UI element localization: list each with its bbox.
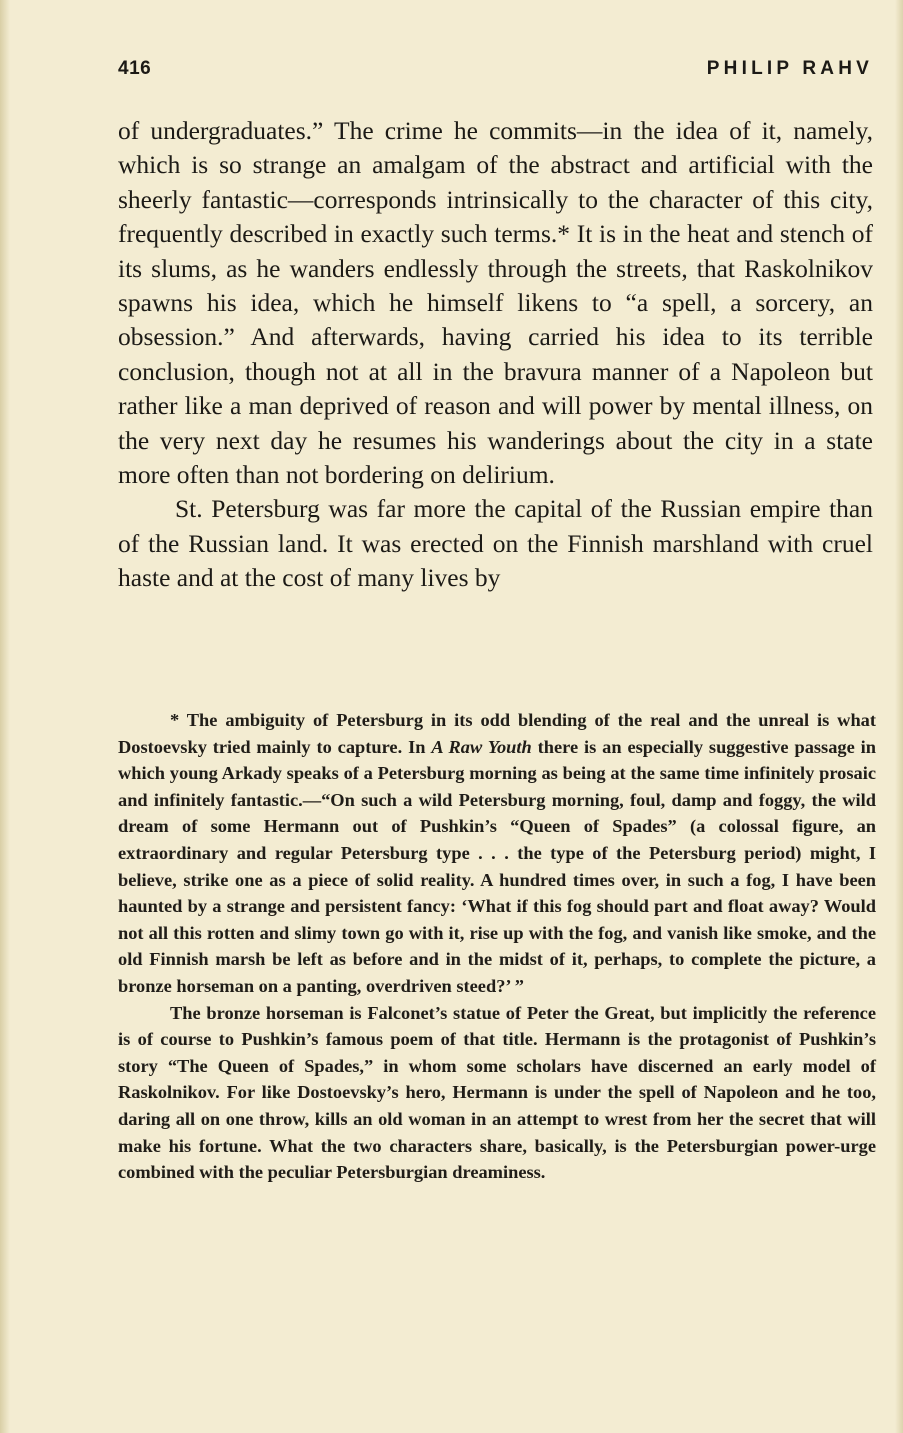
body-paragraph-2: St. Petersburg was far more the capital of the Russian empire than of the Russian land. It was erected on the Finnish marshland with cruel haste and at the cost of many lives by (118, 494, 873, 593)
body-paragraph-1: of undergraduates.” The crime he commits—in the idea of it, namely, which is so strange an amalgam of the abstract and artificial with the sheerly fantastic—corresponds intrinsically to the character of this city, frequently described in exactly such terms.* It is in the heat and stench of its slums, as he wanders endlessly through the streets, that Raskolnikov spawns his idea, which he himself likens to “a spell, a sorcery, an obsession.” And afterwards, having carried his idea to its terrible conclusion, though not at all in the bravura manner of a Napoleon but rather like a man deprived of reason and will power by mental illness, on the very next day he resumes his wanderings about the city in a state more often than not bordering on delirium. (118, 116, 873, 490)
footnote-1-text-before: * The ambiguity of Petersburg in its odd blending of the real and the unreal is what Dostoevsky tried mainly to capture. In (118, 710, 876, 757)
footnote-1-book-title: A Raw Youth (431, 736, 532, 757)
footnote-2: The bronze horseman is Falconet’s statue of Peter the Great, but implicitly the reference is of course to Pushkin’s famous poem of that title. Hermann is the protagonist of Pushkin’s story “The Queen of Spades,” in whom some scholars have discerned an early model of Raskolnikov. For like Dostoevsky’s hero, Hermann is under the spell of Napoleon and he too, daring all on one throw, kills an old woman in an attempt to wrest from her the secret that will make his fortune. What the two characters share, basically, is the Petersburgian power-urge combined with the peculiar Petersburgian dreaminess. (118, 1002, 876, 1183)
footnote-1-text-after: there is an especially suggestive passage in which young Arkady speaks of a Petersburg morning as being at the same time infinitely prosaic and infinitely fantastic.—“On such a wild Petersburg morning, foul, damp and foggy, the wild dream of some Hermann out of Pushkin’s “Queen of Spades” (a colossal figure, an extraordinary and regular Petersburg type . . . the type of the Petersburg period) might, I believe, strike one as a piece of solid reality. A hundred times over, in such a fog, I have been haunted by a strange and persistent fancy: ‘What if this fog should part and float away? Would not all this rotten and slimy town go with it, rise up with the fog, and vanish like smoke, and the old Finnish marsh be left as before and in the midst of it, perhaps, to complete the picture, a bronze horseman on a panting, overdriven steed?’ ” (118, 736, 876, 996)
body-text (118, 114, 873, 596)
page-edge-right (895, 0, 903, 1433)
page-edge-left (0, 0, 10, 1433)
footnote-1 (118, 707, 876, 1000)
running-head (118, 58, 873, 88)
page-number: 416 (118, 58, 152, 79)
footnotes (118, 707, 876, 1186)
running-head-author: PHILIP RAHV (706, 58, 873, 79)
